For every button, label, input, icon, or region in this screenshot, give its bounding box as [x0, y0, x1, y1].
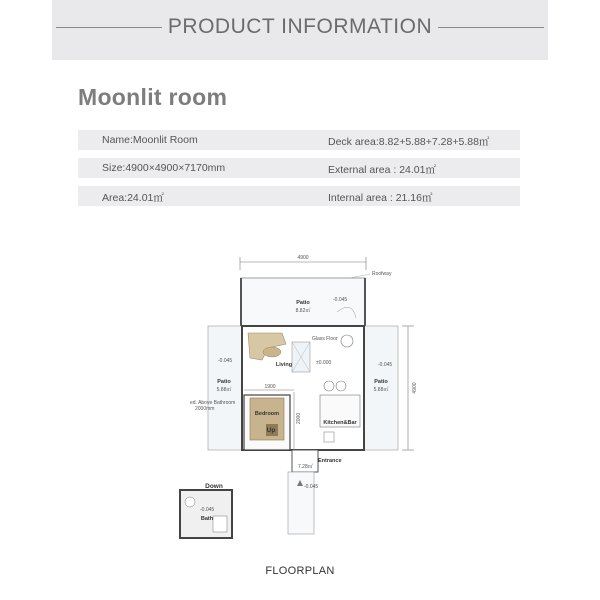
- info-name: Name:Moonlit Room: [102, 134, 198, 146]
- info-size: Size:4900×4900×7170mm: [102, 162, 226, 174]
- chair: [341, 335, 353, 347]
- living-label: Living: [275, 362, 293, 368]
- down-label: Down: [205, 483, 223, 490]
- chair: [324, 381, 334, 391]
- up-label: Up: [266, 427, 276, 434]
- glass-floor-label: Glass Floor: [312, 336, 338, 342]
- bedroom-label: Bedroom: [254, 411, 280, 417]
- patio-right-label: Patio: [374, 379, 388, 385]
- info-internal-area: Internal area : 21.16㎡: [328, 192, 433, 204]
- kitchen-label: Kitchen&Bar: [323, 420, 357, 426]
- patio-left-label: Patio: [217, 379, 231, 385]
- dim-inner-h: 1900: [264, 384, 276, 390]
- level-f: -0.045: [200, 507, 215, 513]
- floorplan-caption: FLOORPLAN: [265, 565, 335, 577]
- bath-label: Bath: [200, 516, 214, 522]
- patio-left-area: 5.88㎡: [216, 387, 232, 393]
- patio-top-label: Patio: [296, 300, 310, 306]
- patio-top-area: 8.82㎡: [295, 308, 311, 314]
- dim-inner-v: 2000: [296, 412, 302, 424]
- level-a: -0.045: [333, 297, 348, 303]
- chair: [336, 381, 346, 391]
- header-title: PRODUCT INFORMATION: [52, 15, 548, 39]
- level-e: -0.045: [304, 484, 319, 490]
- toilet: [185, 497, 195, 507]
- roofway-label: Roofway: [372, 271, 392, 277]
- level-b: ±0.000: [316, 360, 332, 366]
- walkway: [288, 472, 314, 534]
- coffee-table: [263, 347, 281, 357]
- level-c: -0.045: [218, 358, 233, 364]
- entrance-label: Entrance: [318, 458, 342, 464]
- dim-top-text: 4900: [297, 255, 309, 261]
- info-deck-area: Deck area:8.82+5.88+7.28+5.88㎡: [328, 136, 490, 148]
- room-title: Moonlit room: [78, 84, 228, 110]
- info-area: Area:24.01㎡: [102, 192, 164, 204]
- patio-right-area: 5.88㎡: [373, 387, 389, 393]
- info-external-area: External area : 24.01㎡: [328, 164, 436, 176]
- dim-right-text: 4900: [412, 382, 418, 394]
- level-d: -0.045: [378, 362, 393, 368]
- above-bathroom-label: ed. Above Bathroom: [190, 400, 236, 406]
- above-bathroom-height: 2000mm: [195, 406, 215, 412]
- entrance-area: 7.28㎡: [298, 464, 313, 470]
- shower: [213, 516, 227, 532]
- sink: [324, 432, 334, 442]
